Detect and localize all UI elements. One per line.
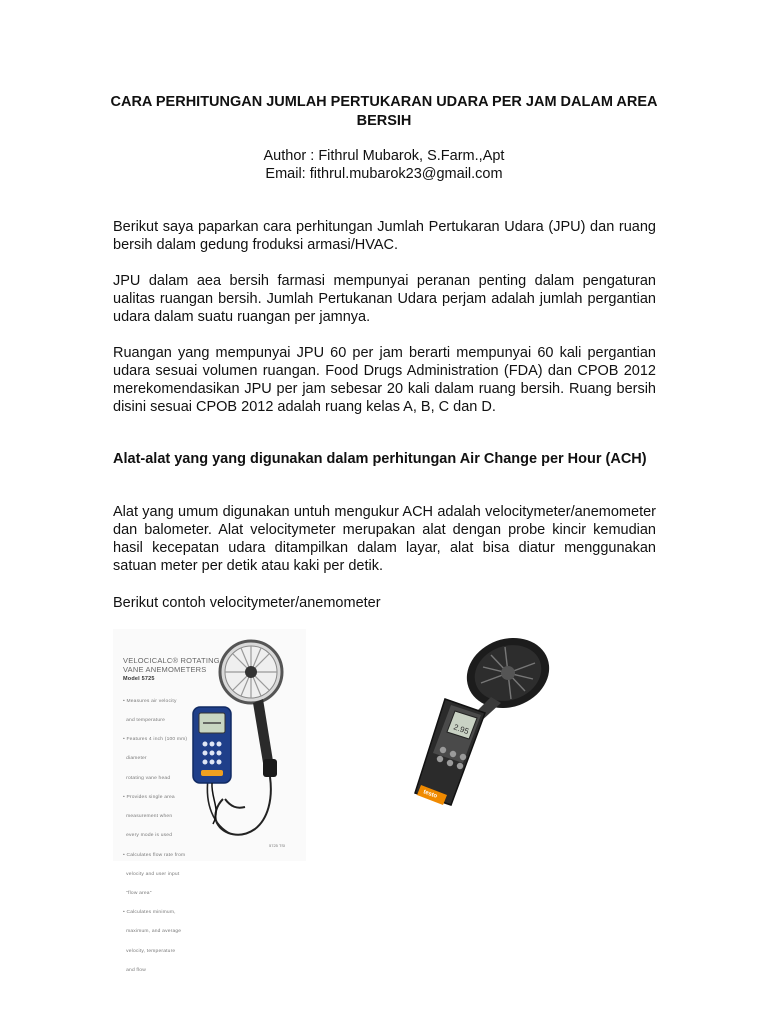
- section-heading: Alat-alat yang yang digunakan dalam perhitungan Air Change per Hour (ACH): [113, 451, 647, 467]
- image-caption: Berikut contoh velocitymeter/anemometer: [113, 595, 381, 611]
- testo-vane-anemometer-icon: [393, 635, 568, 815]
- ruangan-paragraph: Ruangan yang mempunyai JPU 60 per jam berarti mempunyai 60 kali pergantian udara sesuai volumen ruangan. Food Drugs Administration (FDA) dan CPOB 2012 merekomendasikan JPU per jam sebesar 20 kali dalam ruang bersih. Ruang bersih disini sesuai CPOB 2012 adalah ruang kelas A, B, C dan D.: [113, 345, 656, 415]
- bullet-line: and flow: [123, 967, 146, 973]
- bullet-line: velocity, temperature: [123, 948, 176, 954]
- vane-ad-heading-1: VELOCICALC® ROTATING: [123, 656, 220, 665]
- vane-ad-bullets: [123, 686, 187, 987]
- author-block: [100, 147, 668, 183]
- author-line: Author : Fithrul Mubarok, S.Farm.,Apt: [263, 148, 505, 164]
- bullet-line: • Features 4 inch (100 mm): [123, 737, 188, 743]
- testo-anemometer-image: [393, 635, 568, 815]
- bullet-line: • Calculates minimum,: [123, 910, 176, 916]
- email-line: Email: fithrul.mubarok23@gmail.com: [265, 166, 503, 182]
- vane-ad-heading-2: VANE ANEMOMETERS: [123, 665, 207, 674]
- bullet-line: • Measures air velocity: [123, 698, 177, 704]
- bullet-line: velocity and user input: [123, 871, 180, 877]
- bullet-line: measurement when: [123, 814, 173, 820]
- velocicalc-anemometer-image: [113, 629, 306, 973]
- bullet-line: • Calculates flow rate from: [123, 852, 186, 858]
- document-title: CARA PERHITUNGAN JUMLAH PERTUKARAN UDARA PER JAM DALAM AREA BERSIH: [110, 94, 658, 129]
- bullet-line: every mode is used: [123, 833, 173, 839]
- vane-ad-model: Model 5725: [123, 676, 155, 682]
- bullet-line: diameter: [123, 756, 147, 762]
- testo-brand-label: testo: [422, 789, 438, 800]
- bullet-line: maximum, and average: [123, 929, 182, 935]
- svg-text:5725 TSI: 5725 TSI: [269, 843, 286, 848]
- bullet-line: and temperature: [123, 718, 166, 724]
- bullet-line: • Provides single area: [123, 794, 175, 800]
- bullet-line: "flow area": [123, 891, 152, 896]
- bullet-line: rotating vane head: [123, 775, 171, 781]
- tools-paragraph: Alat yang umum digunakan untuh mengukur ACH adalah velocitymeter/anemometer dan balometer. Alat velocitymeter merupakan alat dengan probe kincir kemudian hasil kecepatan udara ditampilkan dalam layar, alat bisa diatur menggunakan satuan meter per detik atau kaki per detik.: [113, 504, 656, 574]
- intro-paragraph: Berikut saya paparkan cara perhitungan Jumlah Pertukaran Udara (JPU) dan ruang bersih dalam gedung froduksi armasi/HVAC.: [113, 219, 656, 253]
- jpu-paragraph: JPU dalam aea bersih farmasi mempunyai peranan penting dalam pengaturan ualitas ruangan bersih. Jumlah Pertukanan Udara perjam adalah jumlah pergantian udara dalam suatu ruangan per jamnya.: [113, 273, 656, 325]
- svg-text:2.95: 2.95: [452, 722, 471, 737]
